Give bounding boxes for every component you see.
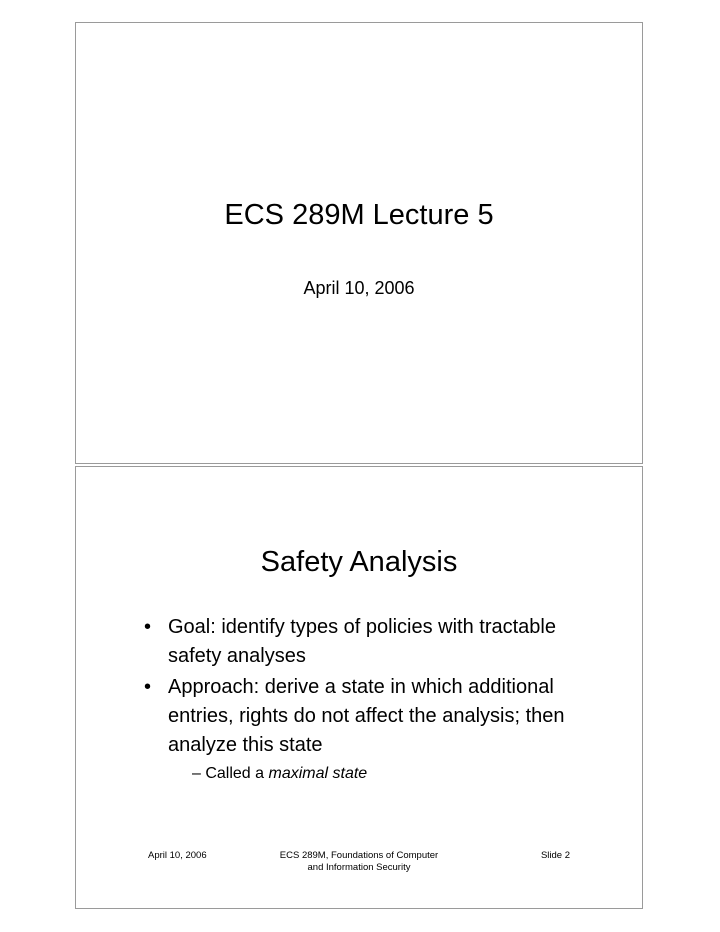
bullet-item	[144, 613, 584, 671]
bullet-dot-icon: •	[144, 676, 152, 698]
slide-1-title: ECS 289M Lecture 5	[224, 199, 494, 231]
footer-slide-number: Slide 2	[540, 850, 570, 861]
slide-1	[75, 22, 643, 464]
bullet-text: Approach: derive a state in which additional entries, rights do not affect the analysis; then analyze this state	[168, 676, 565, 756]
slide-1-date: April 10, 2006	[303, 278, 415, 298]
slide-2-title: Safety Analysis	[260, 546, 458, 578]
sub-bullet-emphasis: maximal state	[268, 765, 368, 782]
footer-course-line-2: and Information Security	[307, 862, 411, 873]
bullet-item	[144, 673, 584, 786]
bullet-text: Goal: identify types of policies with tractable safety analyses	[168, 616, 556, 667]
footer-date: April 10, 2006	[148, 850, 207, 861]
footer-course-line-1: ECS 289M, Foundations of Computer	[279, 850, 439, 861]
slide-2	[75, 466, 643, 909]
sub-bullet-prefix: – Called a	[192, 765, 269, 782]
bullet-list	[144, 613, 584, 788]
bullet-dot-icon: •	[144, 616, 152, 638]
sub-bullet-item	[168, 762, 584, 786]
